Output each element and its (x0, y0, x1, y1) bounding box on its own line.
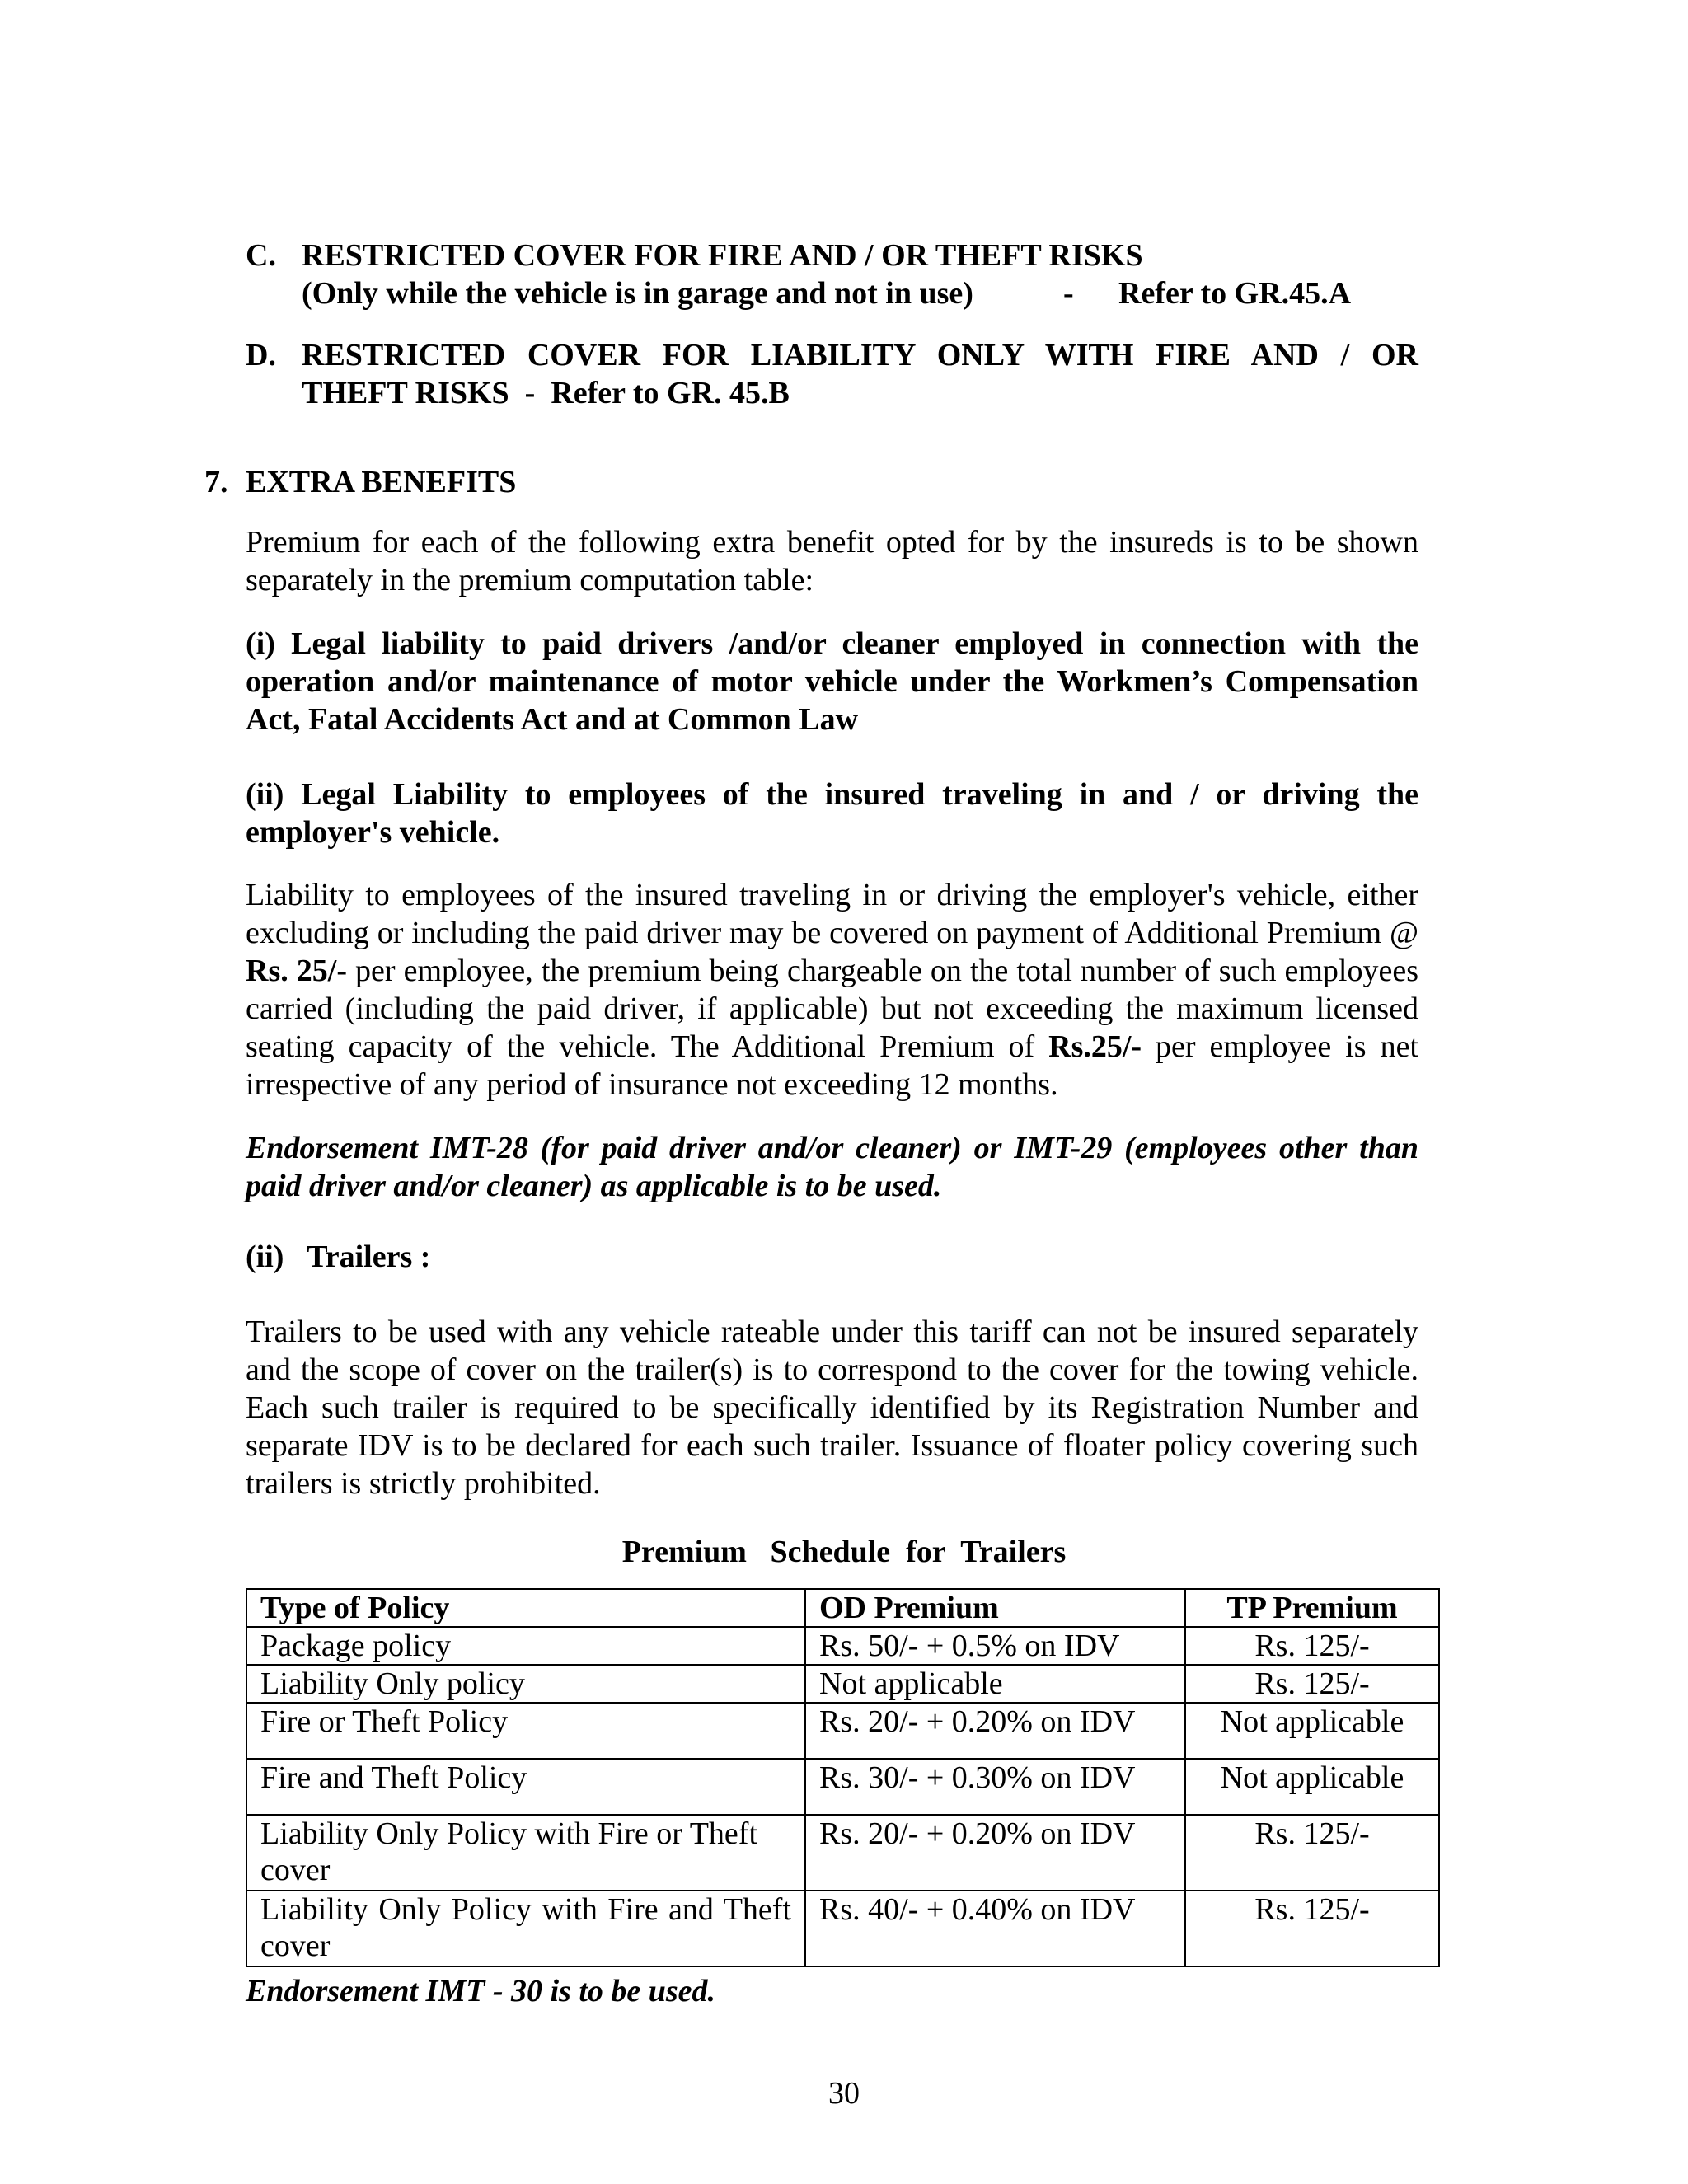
tp-premium-cell: Rs. 125/- (1185, 1891, 1439, 1966)
od-premium-cell: Rs. 20/- + 0.20% on IDV (805, 1703, 1185, 1759)
liability-text-2: per employee, the premium being chargeable on the total number of such employees carried (including the paid driver, if applicable) but not exceeding the maximum licensed seating capacity of the vehicle. The Additional Premium of (246, 954, 1418, 1064)
liability-text-3: per employee is net irrespective of any period of insurance not exceeding 12 months. (246, 1029, 1418, 1102)
endorsement-imt-28-29: Endorsement IMT-28 (for paid driver and/or cleaner) or IMT-29 (employees other than paid driver and/or cleaner) as applicable is to be used. (246, 1131, 1418, 1203)
od-premium-cell: Rs. 20/- + 0.20% on IDV (805, 1815, 1185, 1891)
tp-premium-cell: Rs. 125/- (1185, 1815, 1439, 1891)
table-row (246, 1627, 1439, 1665)
tp-premium-cell: Rs. 125/- (1185, 1627, 1439, 1665)
od-premium-cell: Rs. 50/- + 0.5% on IDV (805, 1627, 1185, 1665)
trailers-heading: (ii) Trailers : (246, 1240, 431, 1274)
schedule-title: Premium Schedule for Trailers (621, 1535, 1067, 1569)
item-ii-legal-liability-employees: (ii) Legal Liability to employees of the insured traveling in and / or driving the employer's vehicle. (246, 777, 1418, 850)
od-premium-cell: Rs. 40/- + 0.40% on IDV (805, 1891, 1185, 1966)
section-d-letter: D. (246, 338, 276, 373)
table-row (246, 1703, 1439, 1759)
policy-type-cell: Liability Only Policy with Fire and Theft cover (246, 1891, 805, 1966)
section-c-dash: - (1063, 276, 1074, 311)
table-header-row (246, 1589, 1439, 1627)
endorsement-imt-30: Endorsement IMT - 30 is to be used. (246, 1974, 716, 2008)
table-row (246, 1759, 1439, 1815)
premium-rate-1: Rs. 25/- (246, 954, 347, 988)
extra-benefits-intro: Premium for each of the following extra benefit opted for by the insureds is to be shown separately in the premium computation table: (246, 525, 1418, 598)
policy-type-cell: Liability Only policy (246, 1665, 805, 1703)
section-d-title-line2: THEFT RISKS - Refer to GR. 45.B (302, 376, 790, 410)
liability-text-1: Liability to employees of the insured traveling in or driving the employer's vehicle, either excluding or including the paid driver may be covered on payment of Additional Premium @ (246, 878, 1418, 950)
tp-premium-cell: Rs. 125/- (1185, 1665, 1439, 1703)
tp-premium-cell: Not applicable (1185, 1759, 1439, 1815)
premium-rate-2: Rs.25/- (1048, 1029, 1142, 1064)
section-c-subtext: (Only while the vehicle is in garage and not in use) (302, 276, 973, 311)
section-7-title: EXTRA BENEFITS (246, 465, 517, 499)
od-premium-cell: Rs. 30/- + 0.30% on IDV (805, 1759, 1185, 1815)
trailers-paragraph: Trailers to be used with any vehicle rateable under this tariff can not be insured separately and the scope of cover on the trailer(s) is to correspond to the cover for the towing vehicle. Each such trailer is required to be specifically identified by its Registration Number and separate IDV is to be declared for each such trailer. Issuance of floater policy covering such trailers is strictly prohibited. (246, 1315, 1418, 1501)
header-tp-premium: TP Premium (1185, 1589, 1439, 1627)
tp-premium-cell: Not applicable (1185, 1703, 1439, 1759)
section-c-reference: Refer to GR.45.A (1118, 276, 1352, 311)
premium-schedule-table (246, 1588, 1440, 1967)
table-row (246, 1891, 1439, 1966)
table-row (246, 1815, 1439, 1891)
section-7-number: 7. (204, 465, 228, 499)
policy-type-cell: Fire or Theft Policy (246, 1703, 805, 1759)
policy-type-cell: Liability Only Policy with Fire or Theft cover (246, 1815, 805, 1891)
header-od-premium: OD Premium (805, 1589, 1185, 1627)
liability-paragraph (246, 876, 1418, 1104)
policy-type-cell: Package policy (246, 1627, 805, 1665)
section-c-letter: C. (246, 238, 276, 273)
header-type-of-policy: Type of Policy (246, 1589, 805, 1627)
policy-type-cell: Fire and Theft Policy (246, 1759, 805, 1815)
page-number: 30 (828, 2076, 860, 2111)
item-i-legal-liability-drivers: (i) Legal liability to paid drivers /and/or cleaner employed in connection with the operation and/or maintenance of motor vehicle under the Workmen’s Compensation Act, Fatal Accidents Act and at Common Law (246, 626, 1418, 737)
od-premium-cell: Not applicable (805, 1665, 1185, 1703)
table-row (246, 1665, 1439, 1703)
section-d-title-line1: RESTRICTED COVER FOR LIABILITY ONLY WITH FIRE AND / OR (302, 338, 1418, 373)
section-c-title: RESTRICTED COVER FOR FIRE AND / OR THEFT RISKS (302, 238, 1143, 273)
